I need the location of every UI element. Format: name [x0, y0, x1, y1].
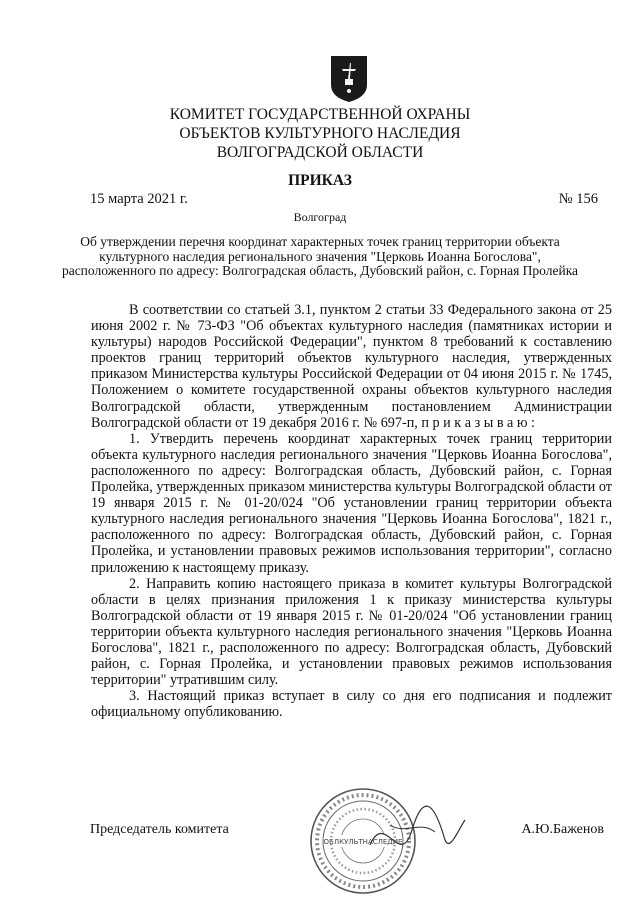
- item-3-paragraph: 3. Настоящий приказ вступает в силу со дня его подписания и подлежит официальному опубликованию.: [91, 688, 612, 721]
- org-name-line1: КОМИТЕТ ГОСУДАРСТВЕННОЙ ОХРАНЫ: [169, 106, 471, 123]
- order-city: Волгоград: [293, 210, 347, 224]
- org-name-line3: ВОЛГОГРАДСКОЙ ОБЛАСТИ: [216, 144, 424, 161]
- order-subject: Об утверждении перечня координат характерных точек границ территории объекта культурного наследия регионального значения "Церковь Иоанна Богослова", расположенного по адресу: Волгоградская область, Дубовский район, с. Горная Пролейка: [61, 234, 579, 278]
- order-number: № 156: [558, 191, 598, 207]
- handwritten-signature: [350, 790, 470, 880]
- document-title: ПРИКАЗ: [288, 172, 352, 189]
- order-date: 15 марта 2021 г.: [90, 191, 188, 207]
- signatory-position: Председатель комитета: [90, 822, 229, 837]
- item-2-paragraph: 2. Направить копию настоящего приказа в комитет культуры Волгоградской области в целях признания приложения 1 к приказу министерства культуры Волгоградской области от 19 января 2015 г. № 01-20/024 "Об установлении границ территории объекта культурного наследия регионального значения "Церковь Иоанна Богослова", 1821 г., расположенного по адресу: Волгоградская область, Дубовский район, с. Горная Пролейка, и установлении правовых режимов использования территории" утратившим силу.: [91, 575, 612, 689]
- order-body: [91, 302, 612, 720]
- svg-text:ОБЛКУЛЬТНАСЛЕДИЕ: ОБЛКУЛЬТНАСЛЕДИЕ: [323, 838, 403, 846]
- signatory-name: А.Ю.Баженов: [521, 822, 604, 837]
- item-1-paragraph: 1. Утвердить перечень координат характерных точек границ территории объекта культурного наследия регионального значения "Церковь Иоанна Богослова", расположенного по адресу: Волгоградская область, Дубовский район, с. Горная Пролейка, утвержденных приказом министерства культуры Волгоградской области от 19 января 2015 г. № 01-20/024 "Об установлении границ территории объекта культурного наследия регионального значения "Церковь Иоанна Богослова", 1821 г., расположенного по адресу: Волгоградская область, Дубовский район, с. Горная Пролейка, и установлении правовых режимов использования территории", согласно приложению к настоящему приказу.: [91, 430, 612, 576]
- preamble-paragraph: В соответствии со статьей 3.1, пунктом 2 статьи 33 Федерального закона от 25 июня 2002 г. № 73-ФЗ "Об объектах культурного наследия (памятниках истории и культуры) народов Российской Федерации", пунктом 8 требований к составлению проектов границ территорий объектов культурного наследия, утвержденных приказом Министерства культуры Российской Федерации от 04 июня 2015 г. № 1745, Положением о комитете государственной охраны объектов культурного наследия Волгоградской области, утвержденным постановлением Администрации Волгоградской области от 19 декабря 2016 г. № 697-п, п р и к а з ы в а ю :: [91, 302, 612, 431]
- coat-of-arms-icon: [330, 55, 368, 103]
- org-name-line2: ОБЪЕКТОВ КУЛЬТУРНОГО НАСЛЕДИЯ: [179, 125, 461, 142]
